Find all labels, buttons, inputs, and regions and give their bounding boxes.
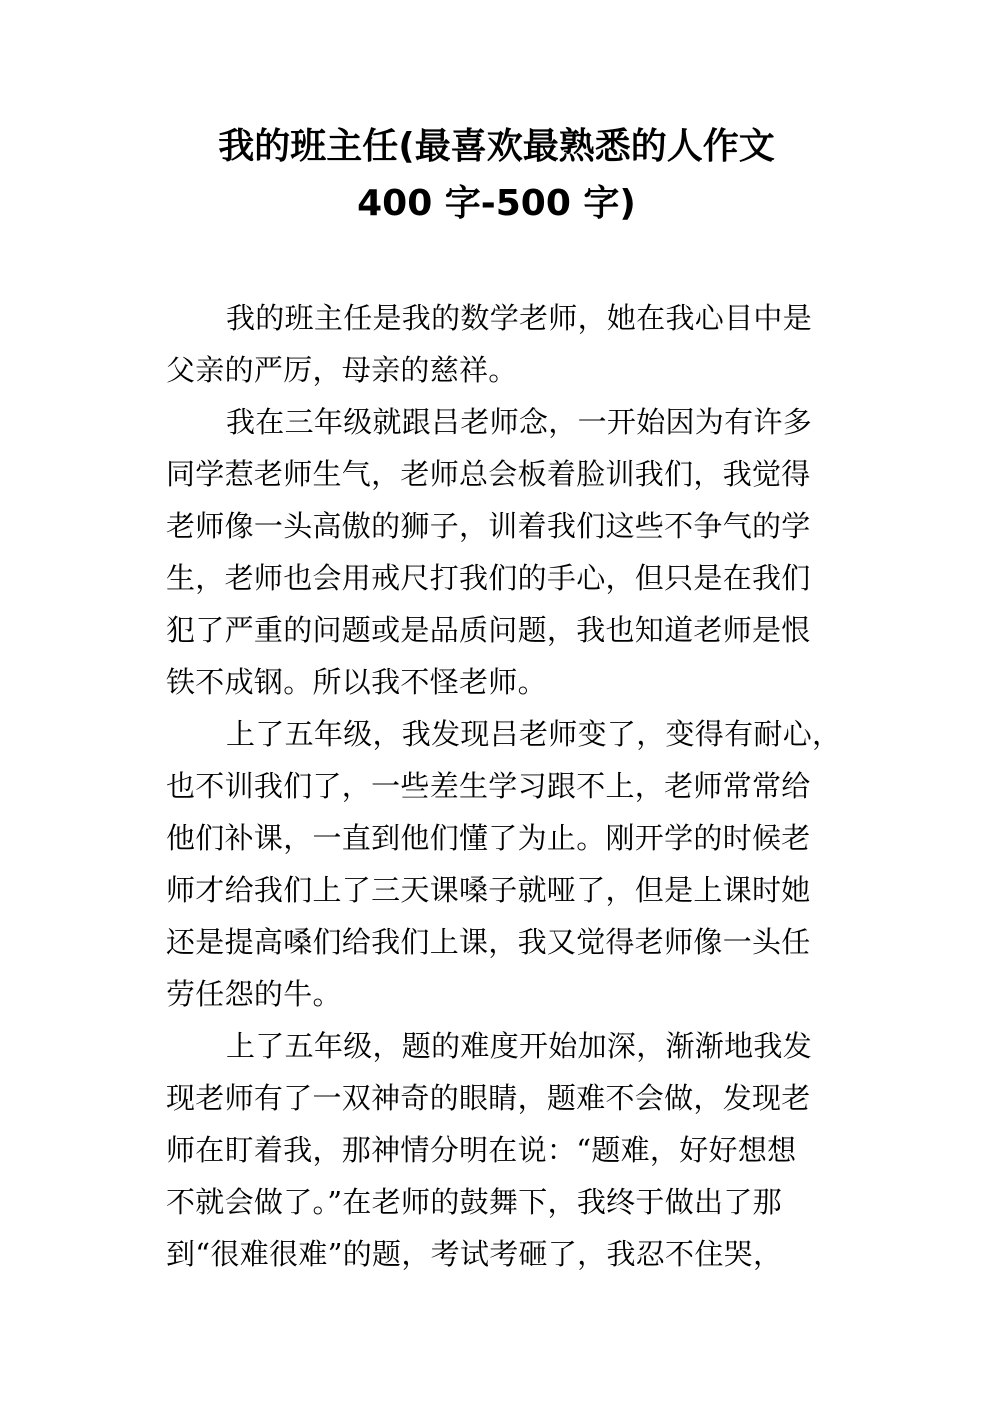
- body-text-line: 上了五年级，我发现吕老师变了，变得有耐心，: [226, 717, 842, 751]
- body-text-line: 铁不成钢。所以我不怪老师。: [166, 665, 547, 699]
- body-text-line: 生，老师也会用戒尺打我们的手心，但只是在我们: [166, 561, 811, 595]
- body-text-line: 我在三年级就跟吕老师念，一开始因为有许多: [226, 405, 813, 439]
- document-body: [166, 292, 842, 1280]
- body-text-line: 到“很难很难”的题，考试考砸了，我忍不住哭，: [166, 1237, 783, 1271]
- body-text-line: 他们补课，一直到他们懂了为止。刚开学的时候老: [166, 821, 811, 855]
- body-text-line: 老师像一头高傲的狮子，训着我们这些不争气的学: [166, 509, 811, 543]
- body-text-line: 上了五年级，题的难度开始加深，渐渐地我发: [226, 1029, 813, 1063]
- title-line-2: 400 字-500 字): [357, 183, 636, 224]
- title-line-1: 我的班主任(最喜欢最熟悉的人作文: [218, 126, 775, 167]
- body-text-line: 劳任怨的牛。: [166, 977, 342, 1011]
- body-text-line: 我的班主任是我的数学老师，她在我心目中是: [226, 301, 813, 335]
- body-text-line: 不就会做了。”在老师的鼓舞下，我终于做出了那: [166, 1185, 782, 1219]
- body-text-line: 师在盯着我，那神情分明在说：“题难，好好想想: [166, 1133, 797, 1167]
- body-text-line: 犯了严重的问题或是品质问题，我也知道老师是恨: [166, 613, 811, 647]
- body-text-line: 父亲的严厉，母亲的慈祥。: [166, 353, 518, 387]
- body-text-line: 也不训我们了，一些差生学习跟不上，老师常常给: [166, 769, 811, 803]
- body-text-line: 还是提高嗓们给我们上课，我又觉得老师像一头任: [166, 925, 811, 959]
- body-text-line: 现老师有了一双神奇的眼睛，题难不会做，发现老: [166, 1081, 811, 1115]
- body-text-line: 师才给我们上了三天课嗓子就哑了，但是上课时她: [166, 873, 811, 907]
- document-title: [100, 118, 893, 232]
- body-text-line: 同学惹老师生气，老师总会板着脸训我们，我觉得: [166, 457, 811, 491]
